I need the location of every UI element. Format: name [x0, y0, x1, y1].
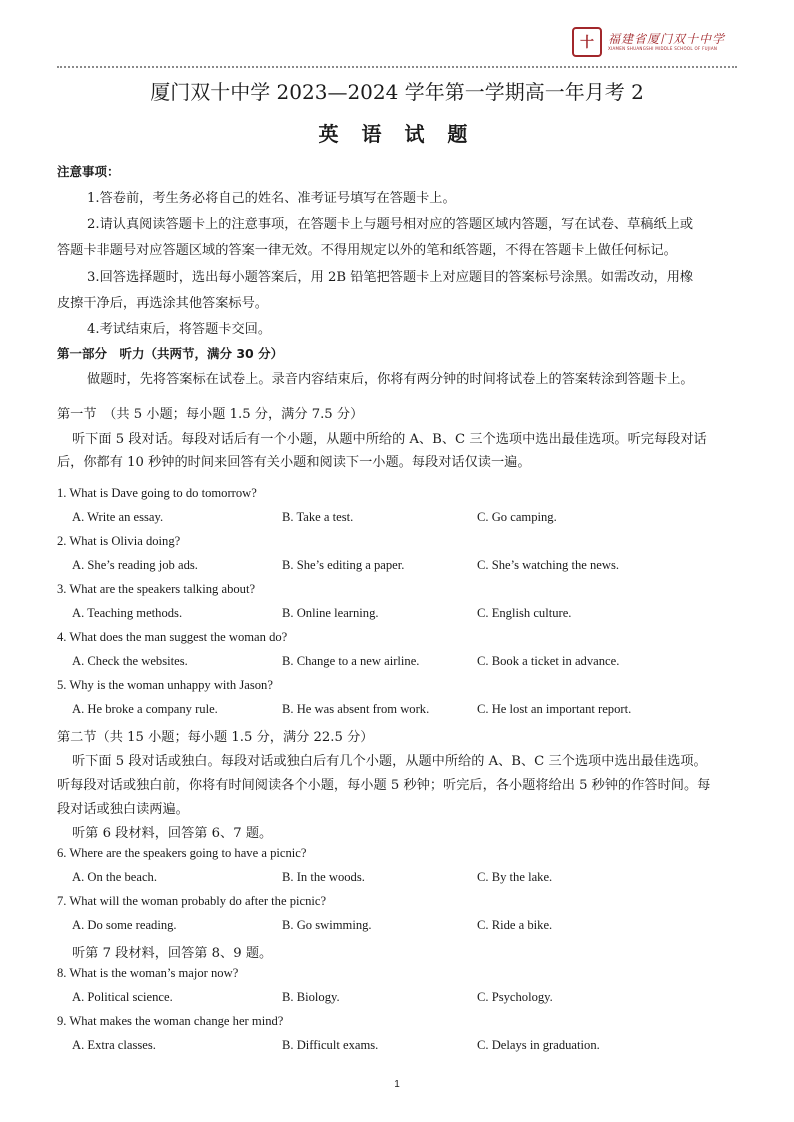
school-name-block [608, 32, 725, 52]
section1-heading: 第一节 （共 5 小题；每小题 1.5 分，满分 7.5 分） [57, 407, 364, 422]
school-logo [572, 27, 725, 57]
option-c: C. Delays in graduation. [477, 1038, 600, 1052]
option-c: C. She’s watching the news. [477, 558, 620, 572]
section2-heading: 第二节（共 15 小题；每小题 1.5 分，满分 22.5 分） [57, 730, 374, 745]
section1-instructions: 听下面 5 段对话。每段对话后有一个小题，从题中所给的 A、B、C 三个选项中选出最佳选项。听完每段对话 [72, 432, 707, 447]
school-name-cn: 福建省厦门双十中学 [608, 32, 726, 46]
question: 5. Why is the woman unhappy with Jason? [57, 678, 273, 692]
school-name-en: XIAMEN SHUANGSHI MIDDLE SCHOOL OF FUJIAN [608, 46, 718, 51]
option-b: B. Change to a new airline. [282, 654, 420, 668]
exam-subtitle: 英 语 试 题 [318, 122, 476, 146]
option-b: B. Biology. [282, 990, 340, 1004]
option-a: A. She’s reading job ads. [72, 558, 198, 572]
section2-instructions: 听下面 5 段对话或独白。每段对话或独白后有几个小题，从题中所给的 A、B、C 三个选项中选出最佳选项。 [72, 754, 707, 769]
option-b: B. He was absent from work. [282, 702, 430, 716]
option-a: A. Do some reading. [72, 918, 177, 932]
option-b: B. Go swimming. [282, 918, 372, 932]
page-number: 1 [394, 1079, 400, 1090]
notice-heading: 注意事项： [57, 164, 120, 179]
school-seal-icon: 十 [572, 27, 602, 57]
material-note: 听第 6 段材料，回答第 6、7 题。 [72, 826, 273, 841]
notice-item: 答题卡非题号对应答题区域的答案一律无效。不得用规定以外的笔和纸答题，不得在答题卡上做任何标记。 [57, 243, 677, 258]
question: 7. What will the woman probably do after the picnic? [57, 894, 327, 908]
material-note: 听第 7 段材料，回答第 8、9 题。 [72, 946, 273, 961]
option-c: C. Go camping. [477, 510, 557, 524]
option-b: B. Take a test. [282, 510, 354, 524]
section1-instructions: 后，你都有 10 秒钟的时间来回答有关小题和阅读下一小题。每段对话仅读一遍。 [57, 455, 531, 470]
part1-heading: 第一部分 听力（共两节，满分 30 分） [57, 346, 284, 361]
option-c: C. English culture. [477, 606, 572, 620]
option-a: A. Political science. [72, 990, 173, 1004]
question: 1. What is Dave going to do tomorrow? [57, 486, 257, 500]
notice-item: 2.请认真阅读答题卡上的注意事项，在答题卡上与题号相对应的答题区域内答题，写在试卷、草稿纸上或 [87, 217, 694, 232]
option-c: C. He lost an important report. [477, 702, 632, 716]
notice-item: 4.考试结束后，将答题卡交回。 [87, 322, 272, 337]
option-a: A. Check the websites. [72, 654, 188, 668]
option-b: B. She’s editing a paper. [282, 558, 405, 572]
option-a: A. On the beach. [72, 870, 157, 884]
option-c: C. By the lake. [477, 870, 553, 884]
question: 2. What is Olivia doing? [57, 534, 181, 548]
header-divider [57, 66, 737, 68]
option-b: B. In the woods. [282, 870, 365, 884]
question: 8. What is the woman’s major now? [57, 966, 239, 980]
exam-title: 厦门双十中学 2023—2024 学年第一学期高一年月考 2 [150, 80, 644, 104]
option-a: A. Extra classes. [72, 1038, 156, 1052]
notice-item: 3.回答选择题时，选出每小题答案后，用 2B 铅笔把答题卡上对应题目的答案标号涂黑。如需改动，用橡 [87, 270, 694, 285]
option-b: B. Online learning. [282, 606, 379, 620]
option-a: A. He broke a company rule. [72, 702, 218, 716]
question: 9. What makes the woman change her mind? [57, 1014, 284, 1028]
section2-instructions: 段对话或独白读两遍。 [57, 802, 189, 817]
notice-item: 1.答卷前，考生务必将自己的姓名、准考证号填写在答题卡上。 [87, 191, 456, 206]
question: 3. What are the speakers talking about? [57, 582, 256, 596]
option-c: C. Psychology. [477, 990, 553, 1004]
question: 6. Where are the speakers going to have a picnic? [57, 846, 307, 860]
option-c: C. Book a ticket in advance. [477, 654, 620, 668]
notice-item: 皮擦干净后，再选涂其他答案标号。 [57, 296, 268, 311]
option-c: C. Ride a bike. [477, 918, 553, 932]
section2-instructions: 听每段对话或独白前，你将有时间阅读各个小题，每小题 5 秒钟；听完后，各小题将给出 5 秒钟的作答时间。每 [57, 778, 711, 793]
question: 4. What does the man suggest the woman do? [57, 630, 288, 644]
option-a: A. Teaching methods. [72, 606, 183, 620]
option-b: B. Difficult exams. [282, 1038, 379, 1052]
option-a: A. Write an essay. [72, 510, 164, 524]
part1-intro: 做题时，先将答案标在试卷上。录音内容结束后，你将有两分钟的时间将试卷上的答案转涂到答题卡上。 [87, 372, 694, 387]
